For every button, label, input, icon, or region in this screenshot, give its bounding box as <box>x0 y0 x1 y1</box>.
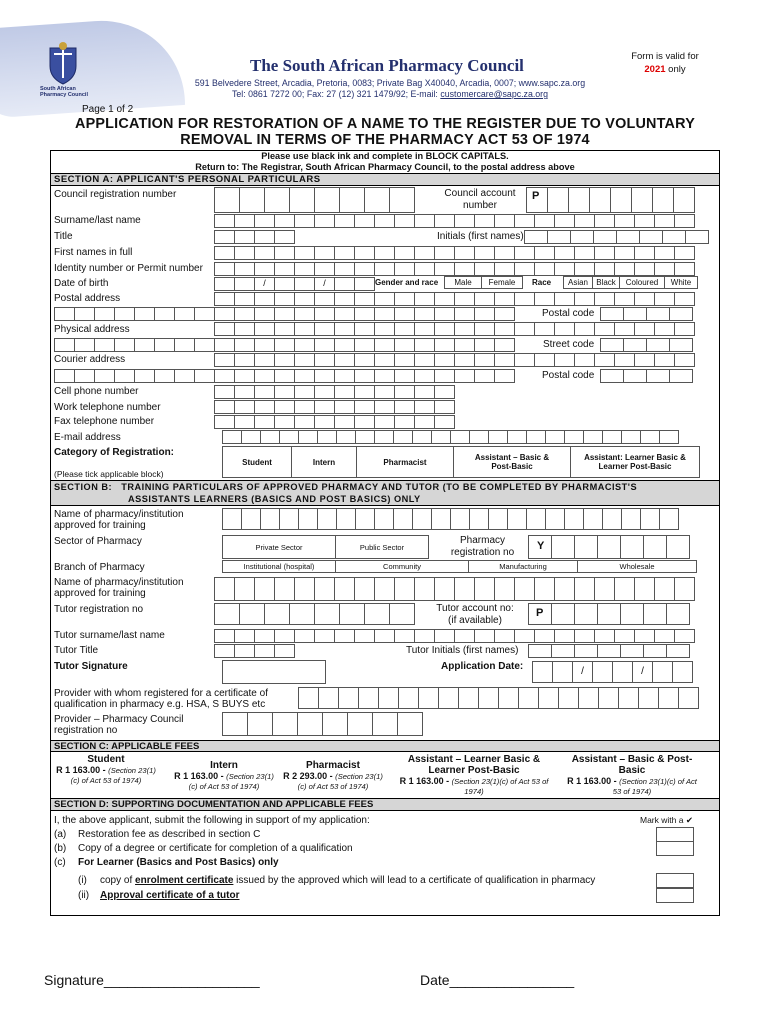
council-reg-boxes[interactable] <box>214 187 414 213</box>
postal-code-boxes[interactable] <box>600 307 692 321</box>
item-c-i: (i) copy of enrolment certificate issued by the approved which will lead to a certificate of qualification in pharmacy <box>78 875 596 886</box>
validity-note: Form is valid for 2021 only <box>631 51 699 75</box>
tutor-title-boxes[interactable] <box>214 644 294 658</box>
checkbox-enrolment-certificate[interactable] <box>656 873 694 888</box>
section-d-intro: I, the above applicant, submit the following in support of my application: <box>54 815 370 826</box>
category-assistant-basic[interactable]: Assistant – Basic & Post-Basic <box>453 446 571 478</box>
cell-boxes[interactable] <box>214 385 454 399</box>
physical-address-label: Physical address <box>54 324 130 335</box>
section-b-heading: SECTION B: TRAINING PARTICULARS OF APPROVED PHARMACY AND TUTOR (TO BE COMPLETED BY PHARMACIST'S ASSISTANTS LEARNERS (BASICS AND POST BASICS) ONLY <box>51 480 719 506</box>
section-a-heading: SECTION A: APPLICANT'S PERSONAL PARTICULARS <box>51 173 719 186</box>
title-boxes[interactable] <box>214 230 294 244</box>
courier-address-label: Courier address <box>54 354 126 365</box>
postal-code-label: Postal code <box>542 308 595 319</box>
courier-postal-code-boxes[interactable] <box>600 369 692 383</box>
first-names-label: First names in full <box>54 247 133 258</box>
gender-race-label: Gender and race <box>375 278 439 287</box>
page-number: Page 1 of 2 <box>82 104 134 115</box>
date-line[interactable]: Date________________ <box>420 972 575 988</box>
tutor-account-label: Tutor account no: (if available) <box>436 603 514 626</box>
tutor-initials-label: Tutor Initials (first names) <box>406 645 519 656</box>
tutor-pharmacy-label: Name of pharmacy/institution approved for training <box>54 577 184 599</box>
first-names-boxes[interactable] <box>214 246 694 260</box>
provider-reg-label: Provider – Pharmacy Council registration no <box>54 714 184 736</box>
instructions: Please use black ink and complete in BLOCK CAPITALS. Return to: The Registrar, South African Pharmacy Council, to the postal address above <box>195 151 575 172</box>
branch-community[interactable]: Community <box>335 560 469 573</box>
category-label: Category of Registration: <box>54 447 175 458</box>
fee-intern: Intern R 1 163.00 - (Section 23(1)(c) of Act 53 of 1974) <box>174 760 274 791</box>
provider-reg-boxes[interactable] <box>222 712 422 736</box>
courier-address-row1[interactable] <box>214 353 694 367</box>
tutor-reg-label: Tutor registration no <box>54 604 144 615</box>
council-account-label: Council account number <box>444 188 516 211</box>
race-white[interactable]: White <box>664 276 698 289</box>
branch-wholesale[interactable]: Wholesale <box>577 560 697 573</box>
fee-assistant-learner: Assistant – Learner Basic & Learner Post-Basic R 1 163.00 - (Section 23(1)(c) of Act 53 of 1974) <box>399 754 549 796</box>
section-d-heading: SECTION D: SUPPORTING DOCUMENTATION AND APPLICABLE FEES <box>51 799 719 811</box>
council-address: 591 Belvedere Street, Arcadia, Pretoria, 0083; Private Bag X40040, Arcadia, 0007; www.sapc.za.org <box>194 78 586 88</box>
checkbox-degree-copy[interactable] <box>656 841 694 856</box>
fee-assistant-basic: Assistant – Basic & Post-Basic R 1 163.00 - (Section 23(1)(c) of Act 53 of 1974) <box>567 754 697 796</box>
tick-note: (Please tick applicable block) <box>54 469 164 479</box>
category-pharmacist[interactable]: Pharmacist <box>356 446 454 478</box>
email-boxes[interactable] <box>222 430 678 444</box>
tutor-account-boxes[interactable]: P <box>528 603 689 625</box>
council-account-boxes[interactable]: P <box>526 187 694 213</box>
email-label: E-mail address <box>54 432 121 443</box>
branch-label: Branch of Pharmacy <box>54 562 145 573</box>
sector-label: Sector of Pharmacy <box>54 536 142 547</box>
council-crest-icon <box>44 40 82 86</box>
tutor-signature-label: Tutor Signature <box>54 661 128 672</box>
surname-label: Surname/last name <box>54 215 141 226</box>
courier-address-row2[interactable] <box>54 369 514 383</box>
race-black[interactable]: Black <box>592 276 620 289</box>
item-a: (a) Restoration fee as described in section C <box>54 829 261 840</box>
tutor-initials-boxes[interactable] <box>528 644 689 658</box>
email-link[interactable]: customercare@sapc.za.org <box>440 89 549 99</box>
mark-instruction: Mark with a ✔ <box>640 815 693 825</box>
id-number-boxes[interactable] <box>214 262 694 276</box>
sector-public[interactable]: Public Sector <box>335 535 429 559</box>
checkbox-tutor-approval[interactable] <box>656 888 694 903</box>
fax-boxes[interactable] <box>214 415 454 429</box>
fee-student: Student R 1 163.00 - (Section 23(1)(c) of Act 53 of 1974) <box>56 754 156 785</box>
postal-address-row1[interactable] <box>214 292 694 306</box>
tutor-reg-boxes[interactable] <box>214 603 414 625</box>
physical-address-row2[interactable] <box>54 338 514 352</box>
postal-address-label: Postal address <box>54 293 121 304</box>
fax-label: Fax telephone number <box>54 416 155 427</box>
initials-label: Initials (first names) <box>437 231 524 242</box>
page-title: APPLICATION FOR RESTORATION OF A NAME TO THE REGISTER DUE TO VOLUNTARY REMOVAL IN TERMS OF THE PHARMACY ACT 53 OF 1974 <box>74 116 696 148</box>
category-student[interactable]: Student <box>222 446 292 478</box>
pharmacy-name-boxes[interactable] <box>222 508 678 530</box>
item-b: (b) Copy of a degree or certificate for completion of a qualification <box>54 843 353 854</box>
branch-institutional[interactable]: Institutional (hospital) <box>222 560 336 573</box>
tutor-pharmacy-boxes[interactable] <box>214 577 694 601</box>
dob-label: Date of birth <box>54 278 109 289</box>
gender-female[interactable]: Female <box>481 276 523 289</box>
pharmacy-reg-label: Pharmacy registration no <box>450 535 515 558</box>
sector-private[interactable]: Private Sector <box>222 535 336 559</box>
council-contacts: Tel: 0861 7272 00; Fax: 27 (12) 321 1479/92; E-mail: customercare@sapc.za.org <box>231 89 549 99</box>
category-intern[interactable]: Intern <box>291 446 357 478</box>
gender-male[interactable]: Male <box>444 276 482 289</box>
council-name: The South African Pharmacy Council <box>250 56 524 75</box>
pharmacy-reg-boxes[interactable]: Y <box>528 535 689 559</box>
race-asian[interactable]: Asian <box>563 276 593 289</box>
race-coloured[interactable]: Coloured <box>619 276 665 289</box>
tutor-signature-field[interactable] <box>222 660 326 684</box>
physical-address-row1[interactable] <box>214 322 694 336</box>
crest-caption: South African Pharmacy Council <box>40 86 88 98</box>
council-reg-label: Council registration number <box>54 189 177 200</box>
pharmacy-name-label: Name of pharmacy/institution approved for training <box>54 509 184 531</box>
provider-label: Provider with whom registered for a certificate of qualification in pharmacy e.g. HSA, S BUYS etc <box>54 688 268 710</box>
applicant-signature-line[interactable]: Signature____________________ <box>44 972 260 988</box>
work-tel-label: Work telephone number <box>54 402 161 413</box>
application-date-label: Application Date: <box>441 661 524 672</box>
surname-boxes[interactable] <box>214 214 694 228</box>
courier-postal-code-label: Postal code <box>542 370 595 381</box>
category-assistant-learner[interactable]: Assistant: Learner Basic & Learner Post-Basic <box>570 446 700 478</box>
tutor-surname-label: Tutor surname/last name <box>54 630 165 641</box>
branch-manufacturing[interactable]: Manufacturing <box>468 560 578 573</box>
id-number-label: Identity number or Permit number <box>54 263 203 274</box>
provider-boxes[interactable] <box>298 687 698 709</box>
cell-label: Cell phone number <box>54 386 139 397</box>
postal-address-row2[interactable] <box>54 307 514 321</box>
initials-boxes[interactable] <box>524 230 708 244</box>
item-c-ii: (ii) Approval certificate of a tutor <box>78 890 240 901</box>
fee-pharmacist: Pharmacist R 2 293.00 - (Section 23(1)(c) of Act 53 of 1974) <box>283 760 383 791</box>
section-c-heading: SECTION C: APPLICABLE FEES <box>51 740 719 752</box>
item-c: (c) For Learner (Basics and Post Basics) only <box>54 857 279 868</box>
checkbox-restoration-fee[interactable] <box>656 827 694 842</box>
title-label: Title <box>54 231 73 242</box>
race-label: Race <box>532 278 552 287</box>
tutor-surname-boxes[interactable] <box>214 629 694 643</box>
tutor-title-label: Tutor Title <box>54 645 99 656</box>
street-code-boxes[interactable] <box>600 338 692 352</box>
work-tel-boxes[interactable] <box>214 400 454 414</box>
application-date-boxes[interactable]: / / <box>532 661 692 683</box>
dob-boxes[interactable]: / / <box>214 277 374 291</box>
street-code-label: Street code <box>543 339 595 350</box>
